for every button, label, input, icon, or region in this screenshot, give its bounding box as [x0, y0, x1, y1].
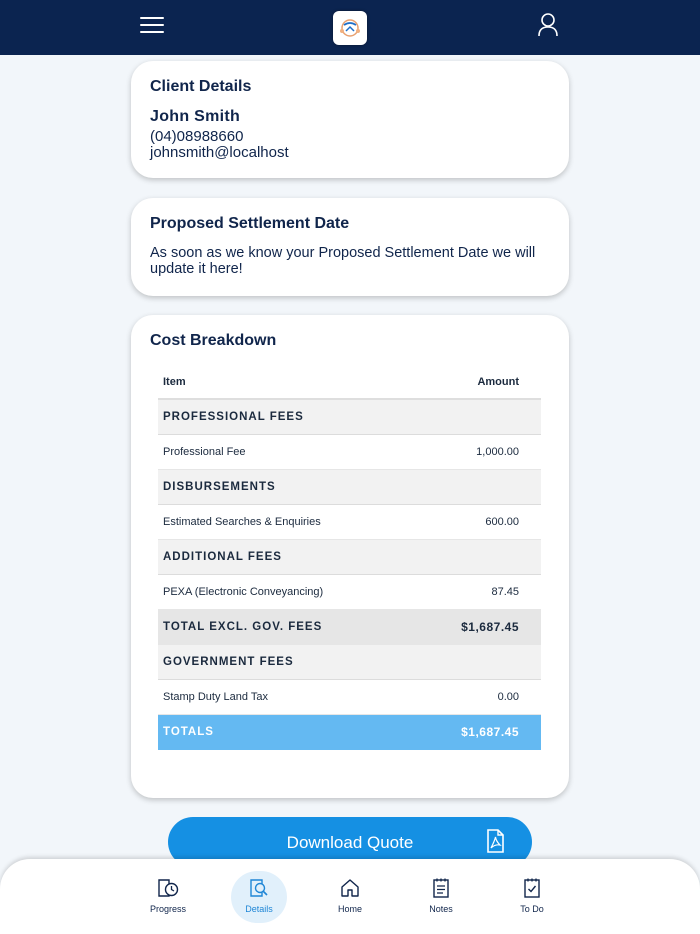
download-quote-label: Download Quote: [286, 833, 414, 852]
row-amount: 0.00: [497, 691, 519, 703]
home-icon: [339, 877, 361, 899]
settlement-title: Proposed Settlement Date: [150, 215, 350, 232]
nav-progress[interactable]: [141, 871, 195, 927]
table-row: [158, 505, 541, 540]
cost-breakdown-card: [131, 315, 569, 798]
nav-label: Details: [245, 904, 273, 914]
table-row: [158, 575, 541, 610]
row-amount: 1,000.00: [476, 446, 519, 458]
client-phone: (04)08988660: [150, 128, 244, 145]
row-label: Estimated Searches & Enquiries: [163, 516, 321, 528]
table-row: [158, 645, 541, 680]
nav-todo[interactable]: [505, 871, 559, 927]
nav-notes[interactable]: [414, 871, 468, 927]
table-row: [158, 470, 541, 505]
pdf-icon: [486, 829, 505, 853]
totals-row: [158, 715, 541, 750]
nav-label: Home: [337, 904, 362, 914]
table-row: [158, 435, 541, 470]
menu-icon[interactable]: [140, 17, 164, 37]
client-email: johnsmith@localhost: [150, 144, 289, 161]
nav-home[interactable]: [323, 871, 377, 927]
user-icon[interactable]: [536, 12, 560, 38]
row-amount: $1,687.45: [461, 725, 519, 739]
progress-icon: [157, 877, 179, 899]
row-label: TOTALS: [163, 726, 214, 738]
row-label: TOTAL EXCL. GOV. FEES: [163, 621, 323, 633]
row-label: Professional Fee: [163, 446, 246, 458]
cost-table: [158, 365, 541, 750]
row-label: Stamp Duty Land Tax: [163, 691, 268, 703]
nav-label: Progress: [149, 904, 186, 914]
row-label: DISBURSEMENTS: [163, 481, 276, 493]
row-label: PEXA (Electronic Conveyancing): [163, 586, 324, 598]
settlement-card: [131, 198, 569, 296]
top-bar: [0, 0, 700, 55]
details-icon: [248, 877, 270, 899]
table-row: [158, 540, 541, 575]
row-label: PROFESSIONAL FEES: [163, 411, 304, 423]
row-label: GOVERNMENT FEES: [163, 656, 294, 668]
column-header-item: Item: [163, 376, 186, 388]
nav-label: Notes: [429, 904, 453, 914]
table-row: [158, 400, 541, 435]
row-amount: 87.45: [491, 586, 519, 598]
row-amount: $1,687.45: [461, 620, 519, 634]
table-row: [158, 680, 541, 715]
cost-breakdown-title: Cost Breakdown: [150, 332, 277, 349]
bottom-nav: [0, 859, 700, 934]
client-details-title: Client Details: [150, 78, 252, 95]
row-label: ADDITIONAL FEES: [163, 551, 282, 563]
client-details-card: [131, 61, 569, 178]
nav-label: To Do: [520, 904, 544, 914]
settlement-text: As soon as we know your Proposed Settlement Date we will update it here!: [150, 245, 536, 277]
subtotal-row: [158, 610, 541, 645]
client-name: John Smith: [150, 108, 241, 125]
nav-details[interactable]: [232, 871, 286, 927]
notes-icon: [430, 877, 452, 899]
todo-icon: [521, 877, 543, 899]
table-header: [158, 365, 541, 400]
app-logo[interactable]: [333, 11, 367, 45]
column-header-amount: Amount: [477, 376, 519, 388]
row-amount: 600.00: [485, 516, 519, 528]
